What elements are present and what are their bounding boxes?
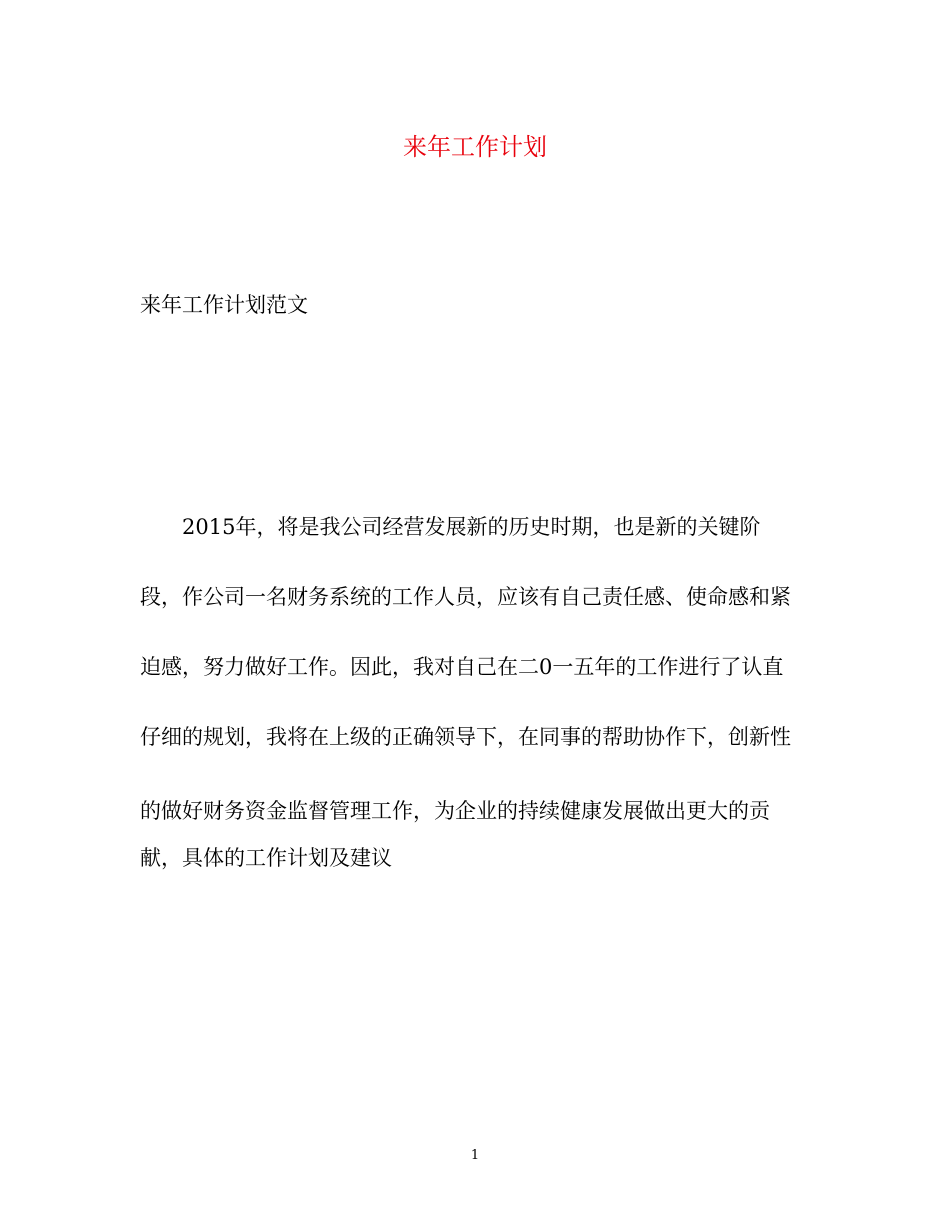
paragraph-line: 的做好财务资金监督管理工作，为企业的持续健康发展做出更大的贡 [140,799,770,823]
paragraph-line: 献，具体的工作计划及建议 [140,846,392,870]
paragraph-line: 2015年，将是我公司经营发展新的历史时期，也是新的关键阶 [182,515,761,539]
page-number: 1 [470,1148,480,1163]
document-subtitle: 来年工作计划范文 [140,293,308,317]
document-title: 来年工作计划 [403,133,547,161]
paragraph-line: 仔细的规划，我将在上级的正确领导下，在同事的帮助协作下，创新性 [140,725,791,749]
paragraph-line: 迫感，努力做好工作。因此，我对自己在二0一五年的工作进行了认直 [140,655,784,679]
paragraph-line: 段，作公司一名财务系统的工作人员，应该有自己责任感、使命感和紧 [140,585,791,609]
